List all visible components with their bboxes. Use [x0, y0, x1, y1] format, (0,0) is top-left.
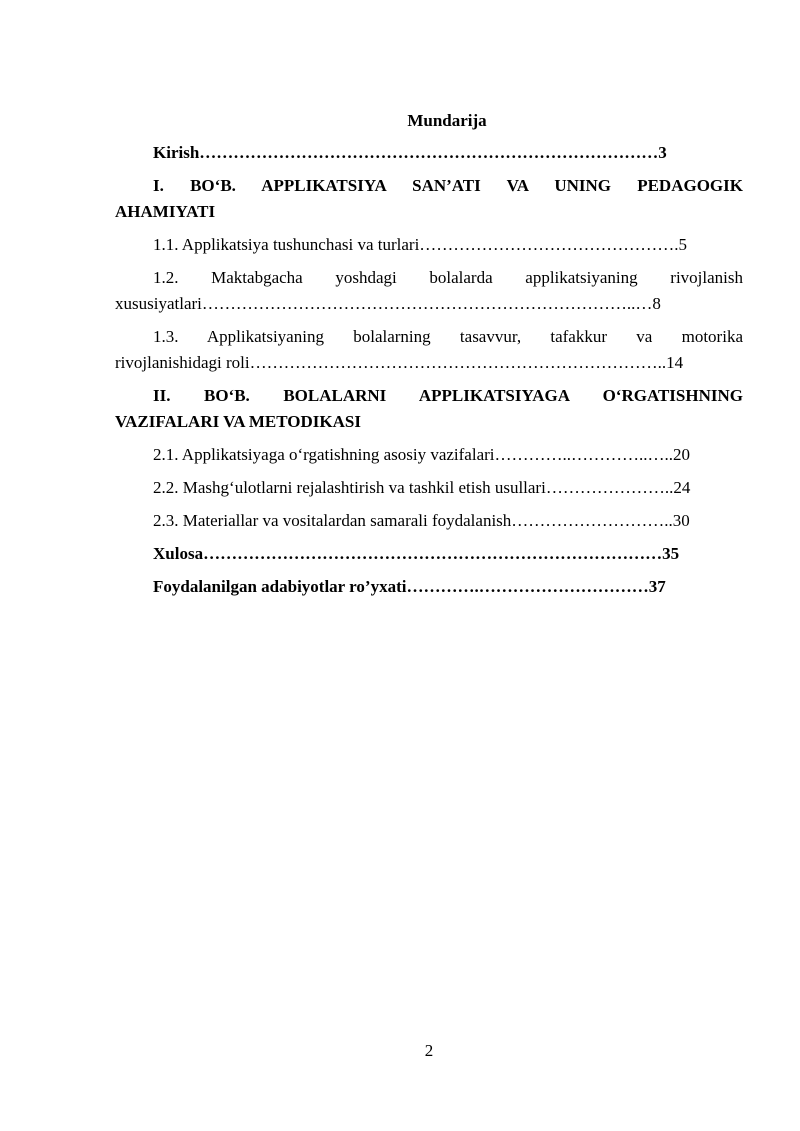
toc-title: Mundarija	[407, 111, 487, 130]
toc-entry-section-1-3-cont: rivojlanishidagi roli………………………………………………………………..14	[115, 353, 684, 372]
toc-entry-chapter2-cont: VAZIFALARI VA METODIKASI	[115, 412, 361, 431]
toc-entry-conclusion: Xulosa………………………………………………………………………35	[153, 544, 680, 563]
toc-entry-section-1-2-cont: xususiyatlari…………………………………………………………………..…8	[115, 294, 661, 313]
toc-entry-section-2-2: 2.2. Mashg‘ulotlarni rejalashtirish va tashkil etish usullari…………………..24	[153, 478, 691, 497]
page-number: 2	[424, 1041, 434, 1060]
toc-entry-references: Foydalanilgan adabiyotlar ro’yxati………….…………………………37	[153, 577, 666, 596]
toc-entry-section-2-1: 2.1. Applikatsiyaga o‘rgatishning asosiy vazifalari…………..…………..…..20	[153, 445, 691, 464]
toc-entry-intro: Kirish………………………………………………………………………3	[153, 143, 667, 162]
toc-entry-section-1-3: 1.3. Applikatsiyaning bolalarning tasavvur, tafakkur va motorika	[153, 327, 743, 346]
toc-entry-section-1-1: 1.1. Applikatsiya tushunchasi va turlari……………………………………….5	[153, 235, 688, 254]
toc-entry-section-2-3: 2.3. Materiallar va vositalardan samarali foydalanish………………………..30	[153, 511, 690, 530]
table-of-contents	[115, 142, 743, 609]
toc-entry-section-1-2: 1.2. Maktabgacha yoshdagi bolalarda applikatsiyaning rivojlanish	[153, 268, 743, 287]
toc-entry-chapter1: I. BO‘B. APPLIKATSIYA SAN’ATI VA UNING PEDAGOGIK	[153, 176, 743, 195]
toc-entry-chapter1-cont: AHAMIYATI	[115, 202, 216, 221]
toc-entry-chapter2: II. BO‘B. BOLALARNI APPLIKATSIYAGA O‘RGATISHNING	[153, 386, 743, 405]
